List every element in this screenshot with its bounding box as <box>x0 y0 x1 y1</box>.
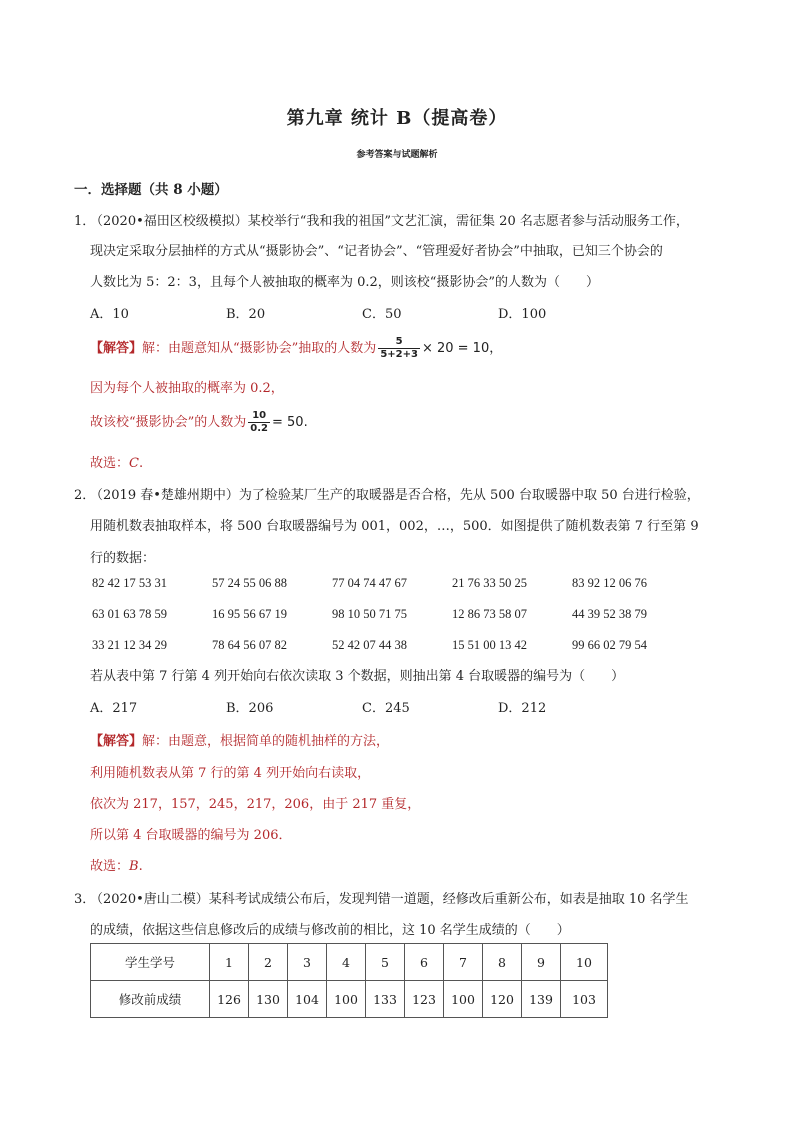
answer-2-line-1 <box>90 730 389 749</box>
choice-letter: C <box>129 456 139 471</box>
table-cell: 1 <box>210 944 249 981</box>
option-b: B．206 <box>226 701 274 716</box>
answer-2-line-4: 所以第 4 台取暖器的编号为 206． <box>90 828 292 843</box>
answer-math: = 50. <box>272 415 308 430</box>
table-cell: 120 <box>483 981 522 1018</box>
table-cell: 6 <box>405 944 444 981</box>
table-row <box>91 944 608 981</box>
answer-2-choice <box>90 855 143 874</box>
scores-table <box>90 943 608 1018</box>
answer-label: 【解答】 <box>90 341 143 356</box>
question-1-number: 1． <box>74 214 96 229</box>
table-cell: 133 <box>366 981 405 1018</box>
option-b: B．20 <box>226 307 266 322</box>
table-cell: 7 <box>444 944 483 981</box>
answer-1-line-2: 因为每个人被抽取的概率为 0.2， <box>90 381 284 396</box>
option-c: C．245 <box>362 701 410 716</box>
question-2-line-1: （2019 春•楚雄州期中）为了检验某厂生产的取暖器是否合格，先从 500 台取暖器中取 50 台进行检验， <box>90 488 700 503</box>
answer-text: 解：由题意知从“摄影协会”抽取的人数为 <box>142 341 377 356</box>
question-3-line-2: 的成绩，依据这些信息修改后的成绩与修改前的相比，这 10 名学生成绩的（ ） <box>90 923 570 938</box>
table-cell: 100 <box>444 981 483 1018</box>
table-cell: 103 <box>561 981 608 1018</box>
random-cell: 12 86 73 58 07 <box>452 607 527 621</box>
table-cell: 123 <box>405 981 444 1018</box>
answer-1-choice <box>90 452 143 471</box>
question-2-line-2: 用随机数表抽取样本，将 500 台取暖器编号为 001，002，…，500．如图提供了随机数表第 7 行至第 9 <box>90 519 699 534</box>
choice-prefix: 故选： <box>90 456 130 471</box>
question-3-number: 3． <box>74 892 96 907</box>
random-cell: 44 39 52 38 79 <box>572 607 647 621</box>
choice-prefix: 故选： <box>90 859 130 874</box>
table-row <box>91 981 608 1018</box>
fraction-denominator: 5+2+3 <box>380 349 418 360</box>
table-header-cell: 学生学号 <box>91 944 210 981</box>
question-2-options <box>90 697 650 716</box>
fraction-denominator: 0.2 <box>250 423 269 434</box>
option-d: D．100 <box>498 307 547 322</box>
random-cell: 33 21 12 34 29 <box>92 638 167 652</box>
table-cell: 8 <box>483 944 522 981</box>
question-1-line-2: 现决定采取分层抽样的方式从“摄影协会”、“记者协会”、“管理爱好者协会”中抽取，已知三个协会的 <box>90 244 663 259</box>
table-cell: 130 <box>249 981 288 1018</box>
option-d: D．212 <box>498 701 547 716</box>
question-2-line-4: 若从表中第 7 行第 4 列开始向右依次读取 3 个数据，则抽出第 4 台取暖器的编号为（ ） <box>90 669 625 684</box>
question-1-line-1: （2020•福田区校级模拟）某校举行“我和我的祖国”文艺汇演，需征集 20 名志愿者参与活动服务工作， <box>90 214 689 229</box>
fraction <box>248 410 270 435</box>
option-c: C．50 <box>362 307 402 322</box>
answer-math: × 20 = 10， <box>421 341 503 356</box>
table-cell: 100 <box>327 981 366 1018</box>
random-cell: 78 64 56 07 82 <box>212 638 287 652</box>
answer-1-line-3 <box>90 410 308 435</box>
random-cell: 21 76 33 50 25 <box>452 576 527 590</box>
random-cell: 98 10 50 71 75 <box>332 607 407 621</box>
fraction <box>378 336 420 361</box>
answer-text: 解：由题意，根据简单的随机抽样的方法， <box>142 734 390 749</box>
table-cell: 2 <box>249 944 288 981</box>
table-cell: 126 <box>210 981 249 1018</box>
question-3-line-1: （2020•唐山二模）某科考试成绩公布后，发现判错一道题，经修改后重新公布，如表是抽取 10 名学生 <box>90 892 689 907</box>
choice-period: . <box>138 859 143 874</box>
page-subtitle: 参考答案与试题解析 <box>356 150 438 160</box>
answer-label: 【解答】 <box>90 734 143 749</box>
answer-2-line-3: 依次为 217，157，245，217，206，由于 217 重复， <box>90 797 421 812</box>
question-2-line-3: 行的数据： <box>90 551 156 566</box>
choice-period: . <box>138 456 144 471</box>
table-cell: 5 <box>366 944 405 981</box>
table-cell: 139 <box>522 981 561 1018</box>
random-cell: 82 42 17 53 31 <box>92 576 167 590</box>
question-1-line-3: 人数比为 5：2：3，且每个人被抽取的概率为 0.2，则该校“摄影协会”的人数为（ ） <box>90 275 600 290</box>
random-table-row-7 <box>92 576 692 591</box>
answer-text: 故该校“摄影协会”的人数为 <box>90 415 247 430</box>
section-heading: 一．选择题（共 8 小题） <box>74 182 228 198</box>
random-cell: 83 92 12 06 76 <box>572 576 647 590</box>
random-table-row-9 <box>92 638 692 653</box>
fraction-numerator: 5 <box>378 336 420 349</box>
random-cell: 77 04 74 47 67 <box>332 576 407 590</box>
random-cell: 15 51 00 13 42 <box>452 638 527 652</box>
random-cell: 99 66 02 79 54 <box>572 638 647 652</box>
choice-letter: B <box>129 859 139 874</box>
random-cell: 57 24 55 06 88 <box>212 576 287 590</box>
option-a: A．10 <box>90 307 129 322</box>
fraction-numerator: 10 <box>248 410 270 423</box>
random-cell: 52 42 07 44 38 <box>332 638 407 652</box>
question-2-number: 2． <box>74 488 96 503</box>
answer-1-line-1 <box>90 336 502 361</box>
table-cell: 3 <box>288 944 327 981</box>
answer-2-line-2: 利用随机数表从第 7 行的第 4 列开始向右读取， <box>90 766 371 781</box>
table-cell: 104 <box>288 981 327 1018</box>
page-title: 第九章 统计 B（提高卷） <box>286 108 508 129</box>
table-header-cell: 修改前成绩 <box>91 981 210 1018</box>
random-cell: 16 95 56 67 19 <box>212 607 287 621</box>
table-cell: 9 <box>522 944 561 981</box>
random-cell: 63 01 63 78 59 <box>92 607 167 621</box>
table-cell: 10 <box>561 944 608 981</box>
option-a: A．217 <box>90 701 138 716</box>
question-1-options <box>90 303 650 322</box>
table-cell: 4 <box>327 944 366 981</box>
random-table-row-8 <box>92 607 692 622</box>
